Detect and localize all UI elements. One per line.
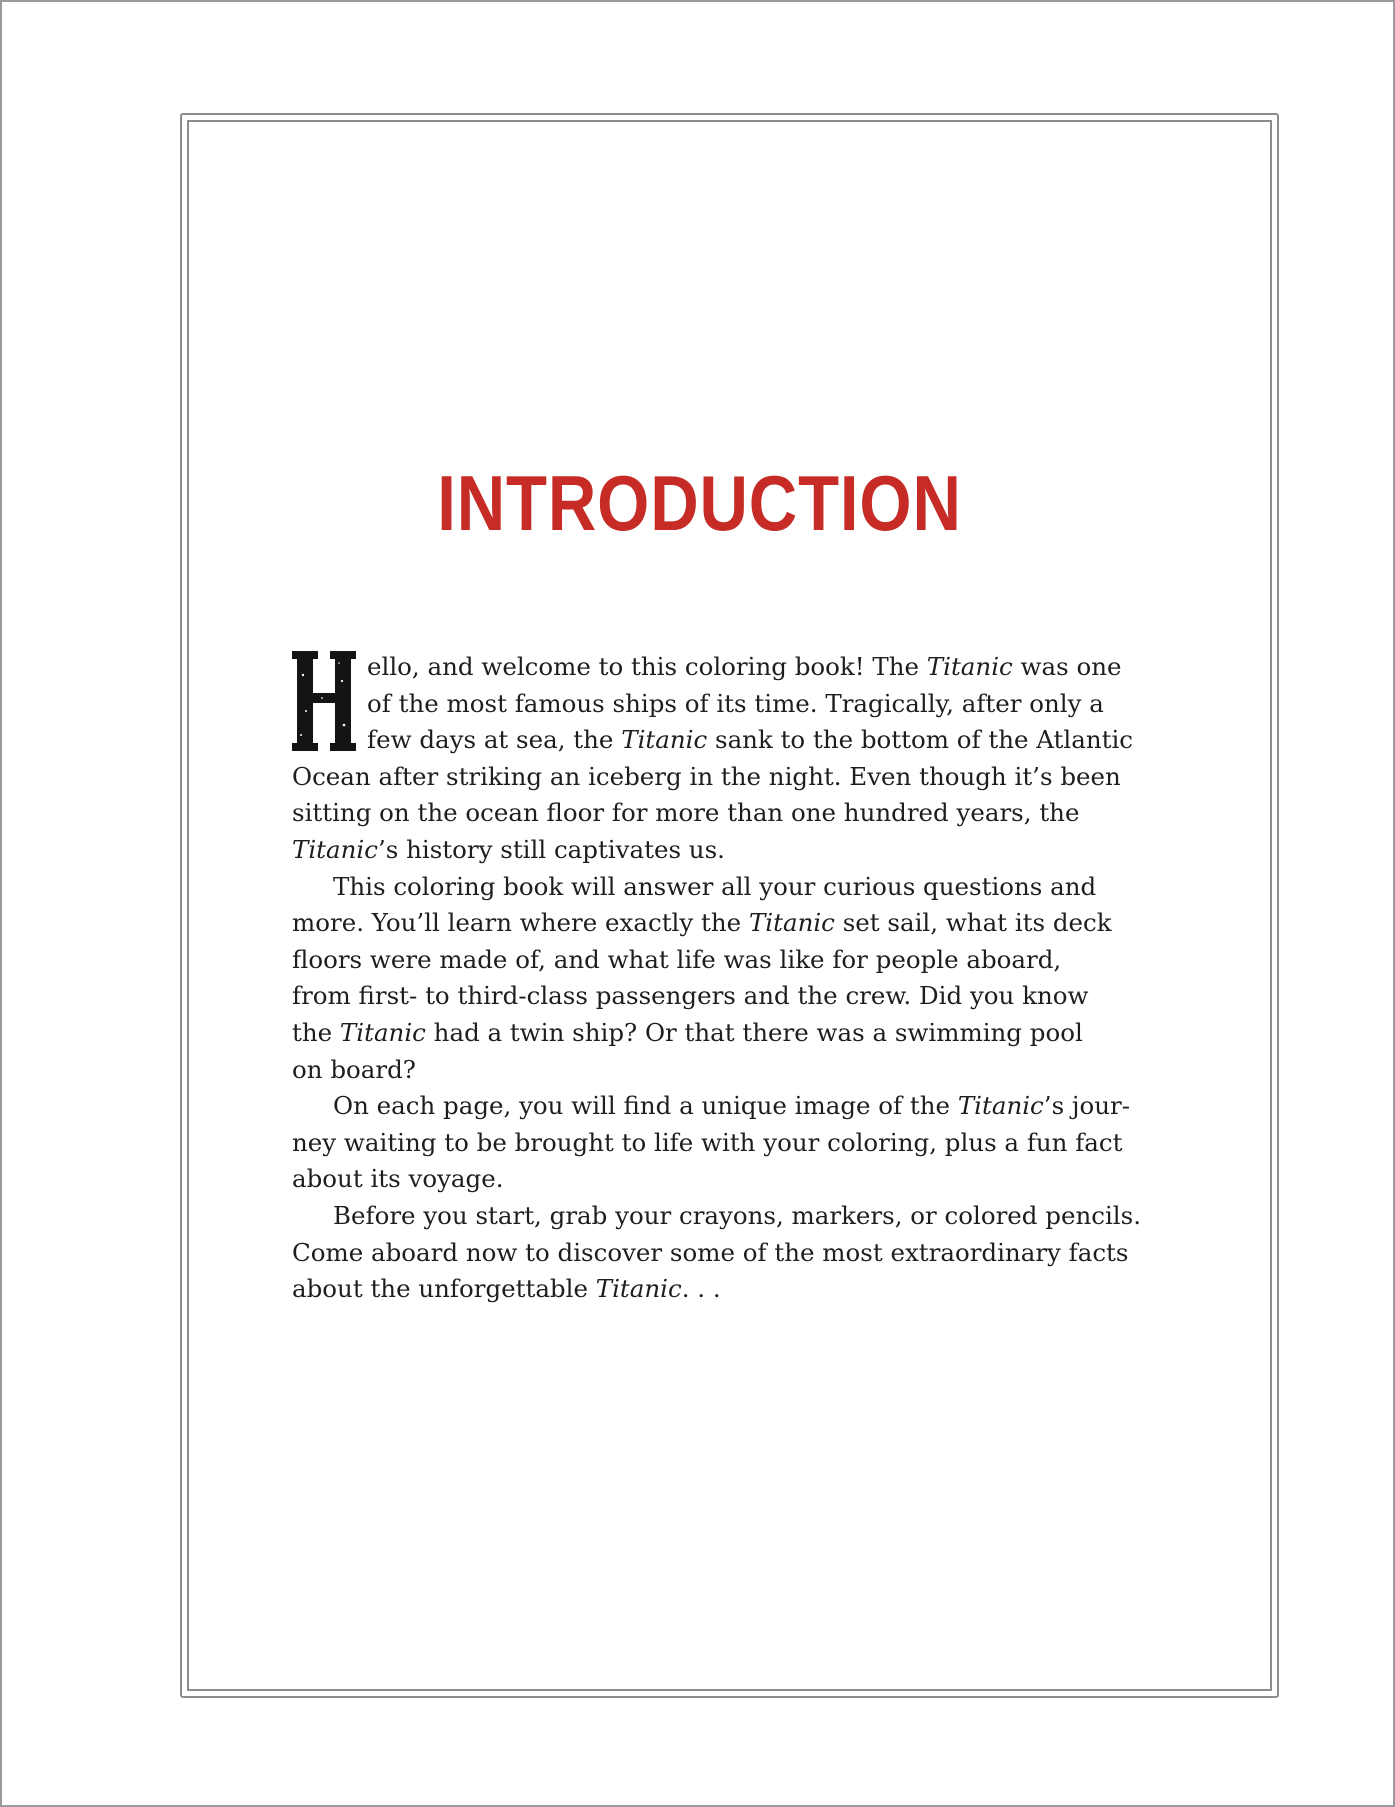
paragraph-4 xyxy=(292,1198,1152,1308)
text-line xyxy=(292,649,1152,686)
text-run: Before you start, grab your crayons, markers, or colored pencils. xyxy=(333,1200,1141,1230)
text-line xyxy=(292,795,1152,832)
text-line xyxy=(292,686,1152,723)
text-line xyxy=(292,978,1152,1015)
italic-ship-name: Titanic xyxy=(595,1274,682,1304)
text-run: had a twin ship? Or that there was a swimming pool xyxy=(425,1017,1083,1047)
text-run: Ocean after striking an iceberg in the night. Even though it’s been xyxy=(292,761,1121,791)
text-line xyxy=(292,869,1152,906)
text-run: This coloring book will answer all your curious questions and xyxy=(333,871,1097,901)
text-run: On each page, you will find a unique image of the xyxy=(333,1091,958,1121)
text-run: ’s history still captivates us. xyxy=(377,834,725,864)
paragraph-2 xyxy=(292,869,1152,1089)
text-run: the xyxy=(292,1017,340,1047)
text-line xyxy=(292,1161,1152,1198)
text-line xyxy=(292,1088,1152,1125)
text-run: ney waiting to be brought to life with your coloring, plus a fun fact xyxy=(292,1127,1123,1157)
text-line xyxy=(292,1125,1152,1162)
text-run: about its voyage. xyxy=(292,1164,504,1194)
text-line xyxy=(292,759,1152,796)
text-run: . . . xyxy=(681,1274,721,1304)
drop-cap-h-glyph xyxy=(292,651,356,751)
page-title: INTRODUCTION xyxy=(437,459,962,547)
text-line xyxy=(292,1271,1152,1308)
text-run: of the most famous ships of its time. Tragically, after only a xyxy=(367,688,1104,718)
text-line xyxy=(292,722,1152,759)
text-line xyxy=(292,1198,1152,1235)
text-run: sitting on the ocean floor for more than one hundred years, the xyxy=(292,798,1080,828)
text-line xyxy=(292,832,1152,869)
text-run: ello, and welcome to this coloring book! The xyxy=(367,652,927,681)
text-run: from first- to third-class passengers and the crew. Did you know xyxy=(292,981,1089,1011)
text-line xyxy=(292,942,1152,979)
text-run: few days at sea, the xyxy=(367,725,622,755)
text-line xyxy=(292,905,1152,942)
text-run: set sail, what its deck xyxy=(834,908,1112,938)
text-run: Come aboard now to discover some of the most extraordinary facts xyxy=(292,1237,1129,1267)
text-run: more. You’ll learn where exactly the xyxy=(292,908,749,938)
italic-ship-name: Titanic xyxy=(621,725,708,755)
text-run: on board? xyxy=(292,1054,416,1084)
italic-ship-name: Titanic xyxy=(926,652,1013,681)
italic-ship-name: Titanic xyxy=(339,1017,426,1047)
text-line xyxy=(292,1235,1152,1272)
italic-ship-name: Titanic xyxy=(957,1091,1044,1121)
text-run: about the unforgettable xyxy=(292,1274,596,1304)
text-run: sank to the bottom of the Atlantic xyxy=(707,725,1134,755)
italic-ship-name: Titanic xyxy=(748,908,835,938)
introduction-body xyxy=(292,649,1152,1308)
paragraph-1 xyxy=(292,649,1152,869)
italic-ship-name: Titanic xyxy=(292,834,378,864)
text-run: floors were made of, and what life was like for people aboard, xyxy=(292,944,1062,974)
text-run: ’s jour- xyxy=(1043,1091,1131,1121)
text-line xyxy=(292,1052,1152,1089)
text-run: was one xyxy=(1012,652,1122,681)
text-line xyxy=(292,1015,1152,1052)
drop-cap xyxy=(292,651,356,751)
paragraph-3 xyxy=(292,1088,1152,1198)
